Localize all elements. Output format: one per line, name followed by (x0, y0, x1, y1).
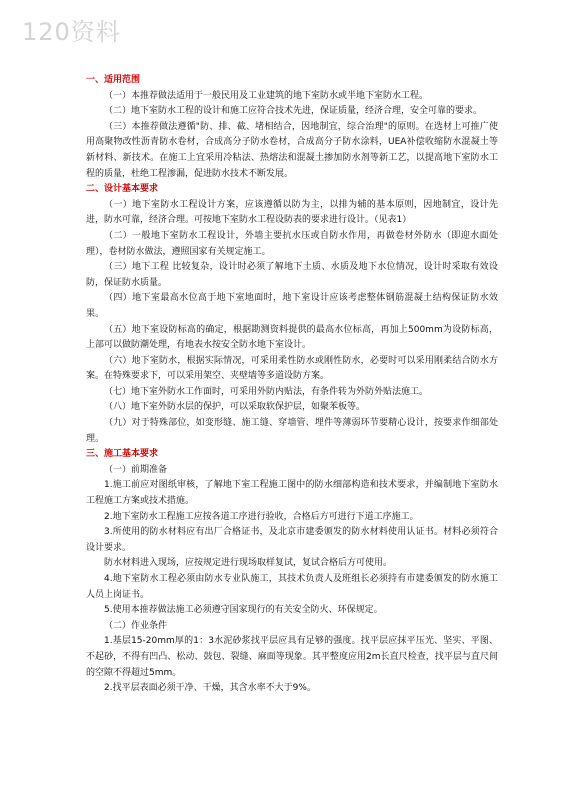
paragraph: （八）地下室外防水层的保护，可以采取软保护层，如聚苯板等。 (104, 402, 366, 413)
paragraph: （四）地下室最高水位高于地下室地面时，地下室设计应该考虑整体钢筋混凝土结构保证防水效果。 (86, 293, 498, 319)
paragraph: （二）作业条件 (104, 620, 168, 631)
paragraph: （五）地下室设防标高的确定，根据勘测资料提供的最高水位标高，再加上500mm为设防标高，上部可以做防潮处理，有地表水按安全防水地下室设计。 (86, 324, 498, 351)
paragraph: 1.基层15-20mm厚的1：3水泥砂浆找平层应具有足够的强度。找平层应抹平压光、坚实、平图、不起砂，不得有凹凸、松动、鼓包、裂缝、麻面等现象。其平整度应用2m长直尺检查，找平层与直尺间的空隙不得超过5mm。 (86, 636, 498, 678)
paragraph: （一）本推荐做法适用于一般民用及工业建筑的地下室防水或半地下室防水工程。 (104, 90, 429, 101)
paragraph: 2.找平层表面必须干净、干燥，其含水率不大于9%。 (104, 683, 316, 694)
paragraph: （七）地下室外防水工作面时，可采用外防内贴法，有条件转为外防外贴法施工。 (104, 386, 429, 397)
paragraph: 防水材料进入现场，应按规定进行现场取样复试，复试合格后方可使用。 (104, 558, 393, 569)
paragraph: 4.地下室防水工程必须由防水专业队施工，其技术负责人及班组长必须持有市建委颁发的防水施工人员上岗证书。 (86, 574, 498, 600)
paragraph: 5.使用本推荐做法施工必须遵守国家现行的有关安全防火、环保规定。 (104, 605, 383, 616)
paragraph: （三）本推荐做法遵循"防、排、截、堵相结合，因地制宜，综合治理"的原则。在选材上可推广使用高聚物改性沥青防水卷材，合成高分子防水卷材，合成高分子防水涂料，UEA补偿收缩防水混凝土等新材料、新技术。在施工上宜采用冷粘法、热熔法和混凝土掺加防水剂等新工艺，以提高地下室防水工程的质量，杜绝工程渗漏，促进防水技术不断发展。 (86, 121, 498, 179)
section-heading: 一、适用范围 (86, 75, 141, 85)
paragraph: （三）地下工程 比较复杂，设计时必须了解地下土质、水质及地下水位情况，设计时采取有效设防，保证防水质量。 (86, 262, 498, 288)
document-body (86, 73, 498, 697)
paragraph: （九）对于特殊部位，如变形缝、施工缝、穿墙管、埋件等薄弱环节要精心设计，按要求作细部处理。 (86, 418, 498, 444)
paragraph: 2.地下室防水工程施工应按各道工序进行验收，合格后方可进行下道工序施工。 (104, 511, 419, 522)
paragraph: （一）地下室防水工程设计方案，应该遵循以防为主，以排为辅的基本原则，因地制宜，设计先进，防水可靠，经济合理。可按地下室防水工程设防表的要求进行设计。（见表1） (86, 199, 498, 226)
paragraph: 1.施工前应对图纸审核，了解地下室工程施工图中的防水细部构造和技术要求，并编制地下室防水工程施工方案或技术措施。 (86, 480, 498, 507)
section-heading: 二、设计基本要求 (86, 184, 159, 195)
paragraph: （一）前期准备 (104, 464, 168, 475)
paragraph: （二）一般地下室防水工程设计，外墙主要抗水压或自防水作用，再做卷材外防水（即迎水面处理），卷材防水做法，遵照国家有关规定施工。 (86, 230, 498, 257)
paragraph: （二）地下室防水工程的设计和施工应符合技术先进，保证质量，经济合理，安全可靠的要求。 (104, 106, 483, 117)
watermark-logo: 120资料 (22, 18, 121, 46)
paragraph: 3.所使用的防水材料应有出厂合格证书，及北京市建委颁发的防水材料使用认证书。材料必须符合设计要求。 (86, 527, 498, 553)
paragraph: （六）地下室防水，根据实际情况，可采用柔性防水或刚性防水，必要时可以采用刚柔结合防水方案。在特殊要求下，可以采用架空、夹壁墙等多道设防方案。 (86, 355, 498, 382)
section-heading: 三、施工基本要求 (86, 449, 159, 460)
